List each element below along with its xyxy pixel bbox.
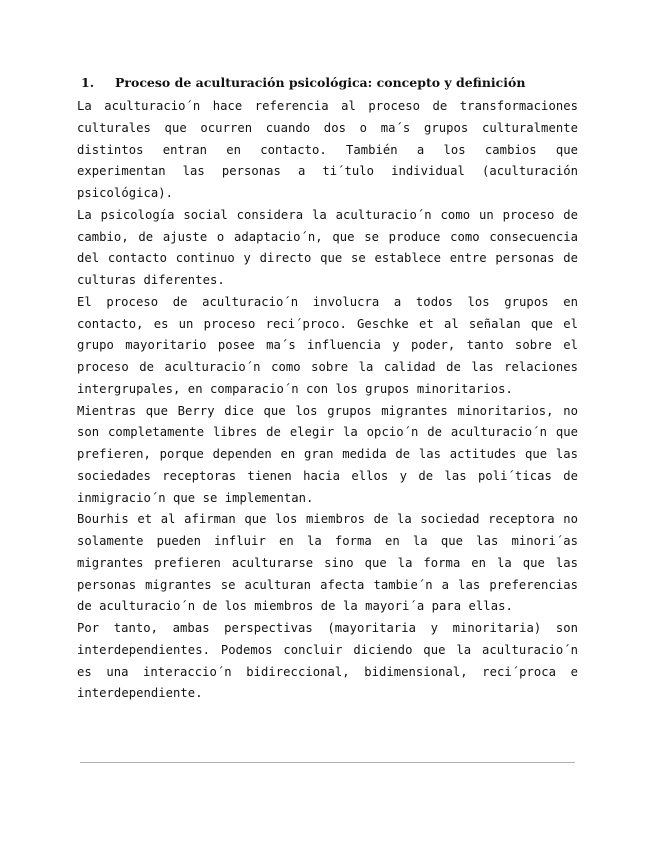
section-heading bbox=[81, 74, 578, 92]
paragraph-3: El proceso de aculturacio´n involucra a todos los grupos en contacto, es un proceso reci´proco. Geschke et al señalan que el grupo mayoritario posee ma´s influencia y poder, tanto sobre el proceso de aculturacio´n como sobre la calidad de las relaciones intergrupales, en comparacio´n con los grupos minoritarios. bbox=[77, 294, 578, 396]
paragraph-1: La aculturacio´n hace referencia al proceso de transformaciones culturales que ocurren cuando dos o ma´s grupos culturalmente distintos entran en contacto. También a los cambios que experimentan las personas a ti´tulo individual (aculturación psicológica). bbox=[77, 99, 578, 200]
paragraph-6: Por tanto, ambas perspectivas (mayoritaria y minoritaria) son interdependientes. Podemos concluir diciendo que la aculturacio´n es una interaccio´n bidireccional, bidimensional, reci´proca e interdependiente. bbox=[77, 621, 578, 701]
footer-divider bbox=[80, 762, 575, 763]
document-page bbox=[77, 74, 578, 705]
paragraph-4: Mientras que Berry dice que los grupos migrantes minoritarios, no son completamente libres de elegir la opcio´n de aculturacio´n que prefieren, porque dependen en gran medida de las actitudes que las sociedades receptoras tienen hacia ellos y de las poli´ticas de inmigracio´n que se implementan. bbox=[77, 403, 578, 505]
paragraph-2: La psicología social considera la aculturacio´n como un proceso de cambio, de ajuste o adaptacio´n, que se produce como consecuencia del contacto continuo y directo que se establece entre personas de culturas diferentes. bbox=[77, 207, 578, 287]
section-title: Proceso de aculturación psicológica: concepto y definición bbox=[115, 75, 526, 90]
section-number: 1. bbox=[81, 75, 95, 90]
paragraph-5: Bourhis et al afirman que los miembros de la sociedad receptora no solamente pueden influir en la forma en la que las minori´as migrantes prefieren aculturarse sino que la forma en la que las personas migrantes se aculturan afecta tambie´n a las preferencias de aculturacio´n de los miembros de la mayori´a para ellas. bbox=[77, 512, 578, 614]
